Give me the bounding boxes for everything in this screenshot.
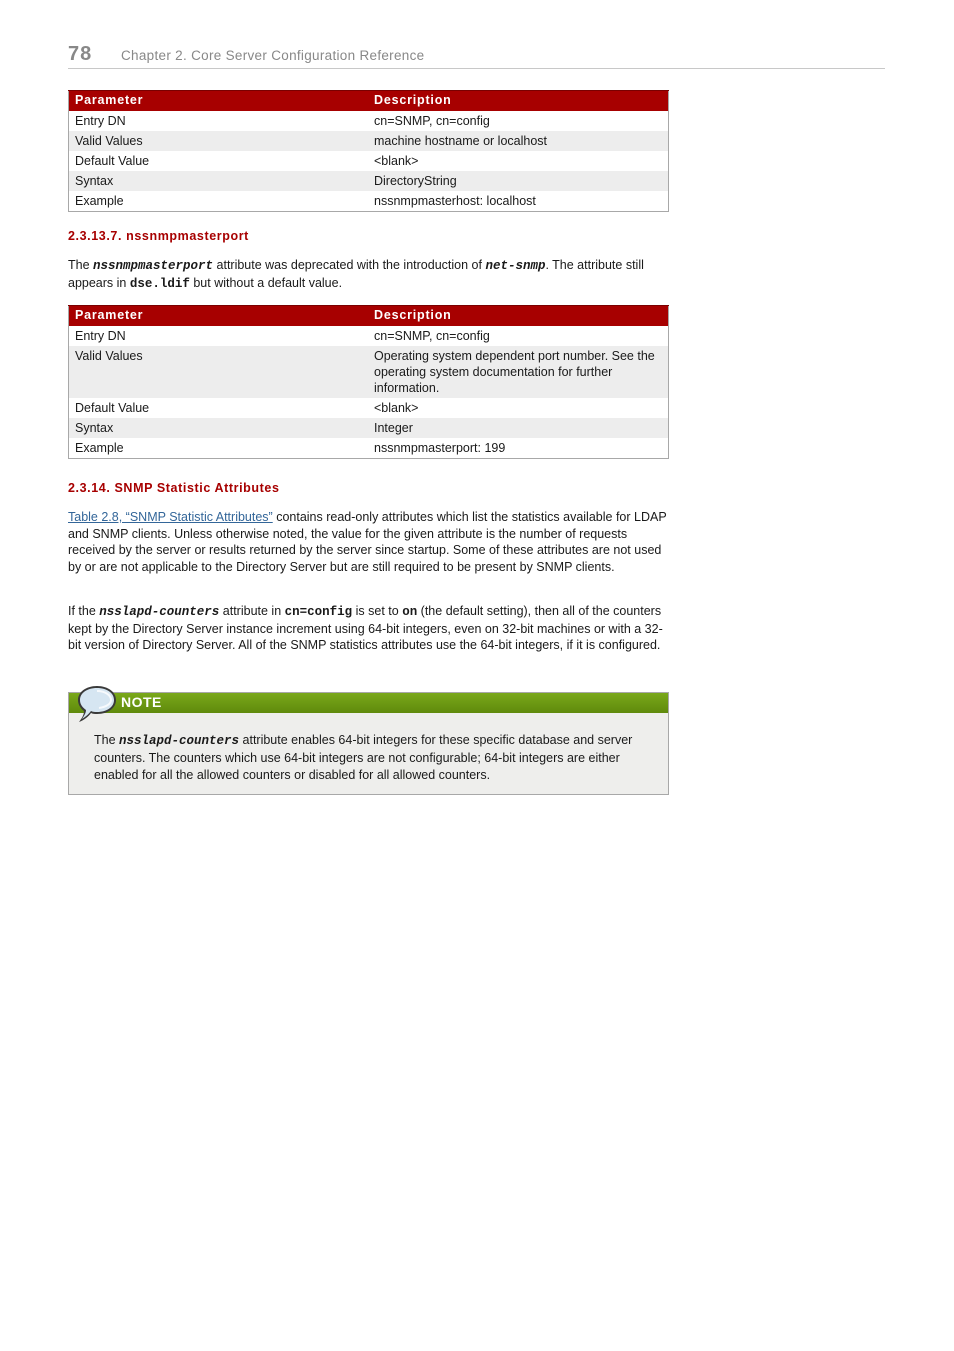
text: (the default setting), then all of the counters kept by the Directory Server instance increment using 64-bit integers, even on 32-bit machines or with a 32-bit version of Directory Server. All of the SNMP statistics attributes use the 64-bit integers, if it is configured. — [68, 604, 663, 652]
masterport-paragraph — [68, 257, 669, 292]
table-cell: DirectoryString — [368, 171, 669, 191]
text: contains read-only attributes which list the statistics available for LDAP and SNMP clients. Unless otherwise noted, the value for the given attribute is the number of requests received by the server or results returned by the server since startup. Some of these attributes are not used by or are not applicable to the Directory Server but are still required to be present by SNMP clients. — [68, 510, 667, 574]
counters-paragraph — [68, 603, 669, 654]
package-name: net-snmp — [485, 259, 546, 273]
table-cell: cn=SNMP, cn=config — [374, 114, 490, 128]
masterhost-parameter-table — [68, 90, 669, 212]
table-cell: Entry DN — [75, 329, 126, 343]
table-cell: <blank> — [374, 401, 419, 415]
table-cell: nssnmpmasterhost: localhost — [374, 194, 536, 208]
table-cell: nssnmpmasterport: 199 — [374, 441, 506, 455]
note-box — [68, 692, 669, 795]
table-cell: Operating system dependent port number. See the operating system documentation for further information. — [368, 346, 669, 398]
entry-dn: cn=config — [284, 605, 353, 619]
table-cell: cn=SNMP, cn=config — [374, 329, 490, 343]
note-body — [94, 732, 659, 784]
text: The — [94, 733, 120, 747]
column-header: Parameter — [69, 306, 369, 327]
table-row — [69, 346, 669, 398]
value-literal: on — [402, 605, 418, 619]
text: attribute enables 64-bit integers for these specific database and server counters. The counters which use 64-bit integers are not configurable; 64-bit integers are either enabled for all the allowed counters or disabled for all allowed counters. — [94, 733, 633, 782]
table-cell: Entry DN — [75, 114, 126, 128]
text: but without a default value. — [189, 275, 343, 290]
table-row — [69, 326, 669, 346]
text: attribute in — [219, 604, 285, 618]
table-cell: <blank> — [374, 154, 419, 168]
table-row — [69, 131, 669, 151]
column-header: Parameter — [69, 91, 369, 112]
table-cell: Example — [75, 441, 124, 455]
table-row — [69, 111, 669, 131]
table-row — [69, 151, 669, 171]
page-header — [68, 42, 885, 69]
text: If the — [68, 604, 100, 618]
section-heading-snmp-statistics: 2.3.14. SNMP Statistic Attributes — [68, 481, 280, 495]
table-header-row — [69, 306, 669, 327]
table-cell: Example — [75, 194, 124, 208]
attribute-name: nssnmpmasterport — [93, 259, 214, 273]
column-header: Description — [368, 91, 669, 112]
note-title: NOTE — [121, 694, 162, 710]
chapter-title: Chapter 2. Core Server Configuration Reference — [121, 48, 425, 63]
table-cell: machine hostname or localhost — [368, 131, 669, 151]
table-cell: Valid Values — [69, 346, 369, 398]
attribute-name: nsslapd-counters — [99, 605, 220, 619]
page-number: 78 — [68, 43, 93, 65]
section-heading-masterport: 2.3.13.7. nssnmpmasterport — [68, 229, 249, 243]
table-row — [69, 438, 669, 459]
table-cell: Syntax — [69, 171, 369, 191]
table-cell: Syntax — [69, 418, 369, 438]
text: The — [68, 258, 94, 272]
table-cell: Default Value — [75, 401, 150, 415]
table-cell: Integer — [368, 418, 669, 438]
table-row — [69, 191, 669, 212]
table-row — [69, 171, 669, 191]
text: . The attribute still appears in — [68, 258, 644, 290]
table-cell: Default Value — [75, 154, 150, 168]
column-header: Description — [368, 306, 669, 327]
attribute-name: nsslapd-counters — [119, 734, 240, 748]
speech-bubble-icon — [75, 683, 119, 727]
snmp-statistics-paragraph — [68, 509, 669, 575]
table-header-row — [69, 91, 669, 112]
masterport-parameter-table — [68, 305, 669, 459]
table-reference-link[interactable]: Table 2.8, “SNMP Statistic Attributes” — [68, 510, 273, 524]
text: is set to — [352, 604, 403, 618]
table-row — [69, 418, 669, 438]
table-row — [69, 398, 669, 418]
note-title-bar — [69, 693, 668, 713]
table-cell: Valid Values — [69, 131, 369, 151]
text: attribute was deprecated with the introduction of — [213, 258, 486, 272]
filename: dse.ldif — [129, 276, 190, 291]
